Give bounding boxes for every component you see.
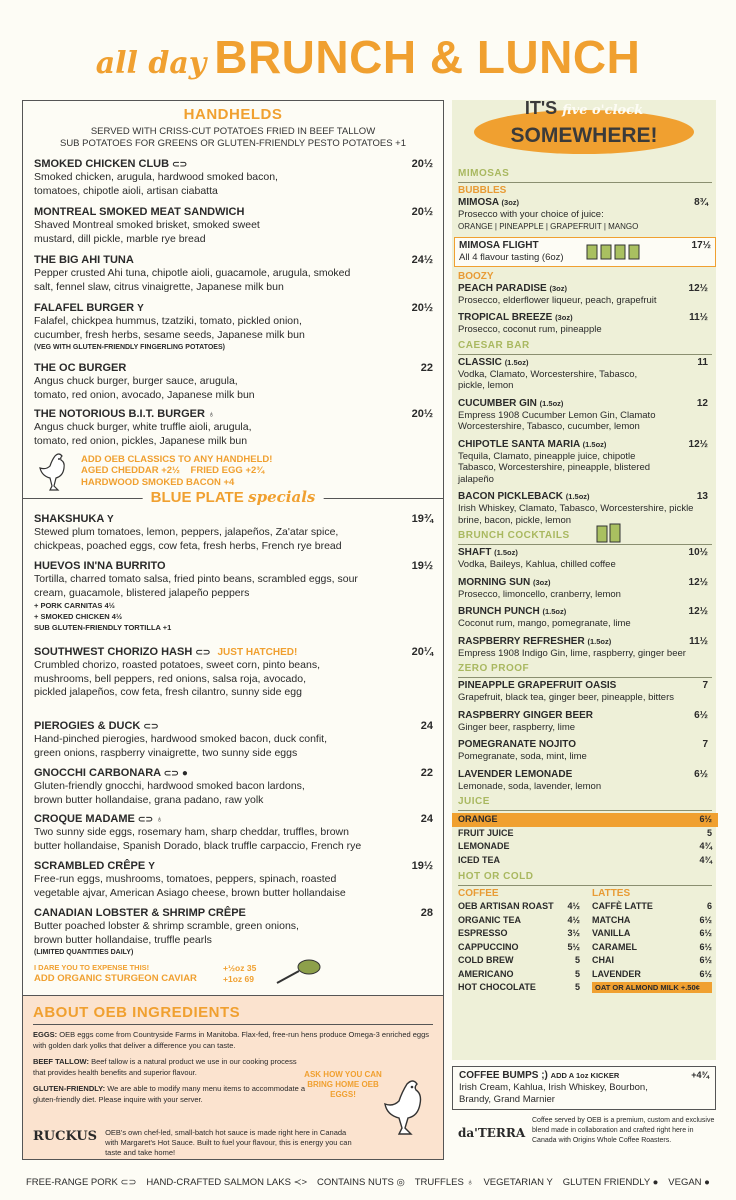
menu-item-southwest-chorizo-hash — [23, 646, 443, 720]
about-title: ABOUT OEB INGREDIENTS — [33, 1004, 433, 1025]
legend — [0, 1170, 736, 1194]
menu-item-montreal-smoked-meat — [23, 206, 443, 254]
juice-fruit: FRUIT JUICE 5 — [458, 827, 712, 838]
pork-icon: ⊂⊃ — [172, 159, 188, 169]
drink-name: MORNING SUN — [458, 576, 531, 588]
drink-price: 12½ — [688, 606, 708, 617]
drink-size: (3oz) — [501, 198, 520, 207]
drink-price: 8¾ — [694, 197, 708, 208]
drink-name: MIMOSA FLIGHT — [459, 239, 539, 251]
item-price: 20½ — [411, 408, 433, 420]
juice-list — [458, 813, 712, 867]
section-mimosas: MIMOSAS — [458, 168, 510, 179]
legend-vegan: VEGAN ● — [668, 1176, 710, 1188]
gluten-label: GLUTEN-FRIENDLY: — [33, 1084, 106, 1093]
coffee-item: CAPPUCCINO 5½ — [458, 941, 580, 952]
item-price: 20½ — [411, 302, 433, 314]
menu-item-huevos-burrito — [23, 560, 443, 646]
coffee-item: OEB ARTISAN ROAST 4½ — [458, 901, 580, 911]
drink-size: (3oz) — [533, 577, 551, 587]
drink-name: RASPBERRY REFRESHER — [458, 635, 585, 647]
item-name: SHAKSHUKA — [34, 513, 104, 525]
item-price: 19¾ — [411, 513, 433, 525]
drink-shaft — [458, 547, 712, 571]
bumps-sub: ADD A 1oz KICKER — [550, 1071, 620, 1080]
drink-pineapple-grapefruit-oasis — [458, 680, 712, 704]
five-oclock-banner — [474, 98, 694, 164]
latte-item: CAFFÈ LATTE 6 — [592, 901, 712, 911]
menu-item-scrambled-crepe — [23, 860, 443, 907]
addon-bacon: HARDWOOD SMOKED BACON +4 — [81, 477, 235, 488]
rooster-icon — [33, 450, 73, 494]
drink-desc: Vodka, Clamato, Worcestershire, Tabasco, pickle, lemon — [458, 368, 638, 391]
item-desc: Free-run eggs, mushrooms, tomatoes, peppers, spinach, roasted vegetable ajvar, American Asiago cheese, brown butter hollandaise — [34, 873, 346, 899]
latte-item: LAVENDER 6½ — [592, 968, 712, 979]
menu-item-smoked-chicken-club — [23, 158, 443, 206]
cocktail-glasses-icon — [594, 522, 624, 544]
daterra-logo: da'TERRA — [458, 1126, 526, 1140]
item-price: 20½ — [411, 206, 433, 218]
latte-item: MATCHA 6½ — [592, 914, 712, 925]
about-ingredients — [22, 995, 444, 1160]
drink-price: 12½ — [688, 282, 708, 294]
drink-name: PINEAPPLE GRAPEFRUIT OASIS — [458, 680, 617, 691]
menu-item-croque-madame — [23, 813, 443, 860]
legend-truffles: TRUFFLES ♁ — [414, 1176, 474, 1188]
vegan-icon: ● — [704, 1176, 710, 1188]
drink-desc: Coconut rum, mango, pomegranate, lime — [458, 618, 631, 629]
sub-bubbles: BUBBLES — [458, 185, 507, 196]
drink-desc: Empress 1908 Cucumber Lemon Gin, Clamato Worcestershire, Tabasco, cucumber, lemon — [458, 409, 656, 432]
coffee-bumps-box — [452, 1066, 716, 1110]
caviar-one-oz: +1oz 69 — [223, 974, 254, 984]
item-desc: Butter poached lobster & shrimp scramble, green onions, brown butter hollandaise, truffle pearls — [34, 920, 299, 946]
gluten-text: We are able to modify many menu items to accommodate a gluten-friendly diet. Please inquire with your server. — [33, 1084, 306, 1104]
drink-desc: Prosecco, limoncello, cranberry, lemon — [458, 588, 621, 600]
drink-desc: Irish Whiskey, Clamato, Tabasco, Worcestershire, pickle brine, bacon, pickle, lemon — [458, 503, 694, 526]
item-name: CANADIAN LOBSTER & SHRIMP CRÊPE — [34, 907, 246, 919]
drink-price: 11½ — [689, 635, 708, 647]
item-name: THE BIG AHI TUNA — [34, 254, 134, 266]
drink-morning-sun — [458, 577, 712, 601]
drink-desc: Grapefruit, black tea, ginger beer, pineapple, bitters — [458, 692, 674, 703]
drink-size: (1.5oz) — [587, 636, 612, 646]
addon-fried-egg: FRIED EGG +2¾ — [190, 465, 265, 476]
milk-upcharge: OAT OR ALMOND MILK +.50¢ — [592, 982, 712, 993]
daterra-text: Coffee served by OEB is a premium, custom and exclusive blend made in collaboration and crafted right here in Canada with Origins Whole Coffee Roasters. — [532, 1117, 715, 1144]
drink-price: 17½ — [691, 239, 711, 251]
drink-name: MIMOSA — [458, 197, 499, 208]
drink-desc: Prosecco, coconut rum, pineapple — [458, 324, 602, 335]
drink-price: 7 — [702, 680, 708, 691]
item-price: 28 — [420, 907, 433, 919]
drink-desc: Prosecco with your choice of juice: — [458, 209, 604, 220]
item-desc: Angus chuck burger, burger sauce, arugula, tomato, red onion, avocado, Japanese milk bun — [34, 375, 255, 401]
section-hot-or-cold: HOT OR COLD — [458, 871, 534, 882]
drink-size: (1.5oz) — [565, 492, 590, 501]
latte-item: CHAI 6½ — [592, 955, 712, 965]
coffee-item: COLD BREW 5 — [458, 955, 580, 965]
item-desc: Crumbled chorizo, roasted potatoes, sweet corn, pinto beans, mushrooms, bell peppers, red onions, salsa roja, avocado, pickled jalapeños, cow feta, fresh cilantro, sunny side egg — [34, 659, 320, 698]
drink-bacon-pickleback — [458, 491, 712, 526]
section-caesar-bar: CAESAR BAR — [458, 339, 530, 351]
vegetarian-icon: Y — [137, 303, 144, 314]
item-desc: Angus chuck burger, white truffle aioli, arugula, tomato, red onion, pickles, Japanese milk bun — [34, 421, 252, 447]
legend-nuts: CONTAINS NUTS ◎ — [317, 1176, 405, 1188]
drink-desc: Vodka, Baileys, Kahlua, chilled coffee — [458, 559, 616, 570]
drink-price: 6½ — [694, 709, 708, 721]
item-desc: Pepper crusted Ahi tuna, chipotle aioli, guacamole, arugula, smoked salt, fennel slaw, citrus vinaigrette, Japanese milk bun — [34, 267, 351, 293]
latte-item: CARAMEL 6½ — [592, 941, 712, 952]
coffee-list — [458, 900, 580, 995]
item-price: 24½ — [411, 254, 433, 266]
caviar-add: ADD ORGANIC STURGEON CAVIAR — [34, 973, 197, 984]
drink-name: CHIPOTLE SANTA MARIA — [458, 438, 580, 450]
drink-mimosa — [458, 197, 712, 232]
fish-icon: ≺> — [293, 1176, 308, 1188]
coffee-item: AMERICANO 5 — [458, 968, 580, 979]
drink-desc: All 4 flavour tasting (6oz) — [459, 251, 564, 263]
item-price: 22 — [420, 767, 433, 779]
item-name: SMOKED CHICKEN CLUB — [34, 158, 170, 170]
menu-item-oc-burger — [23, 362, 443, 408]
ask-eggs: ASK HOW YOU CAN BRING HOME OEB EGGS! — [304, 1070, 382, 1099]
drink-price: 6½ — [694, 768, 708, 780]
daterra — [456, 1116, 716, 1164]
drink-desc: Lemonade, soda, lavender, lemon — [458, 780, 602, 792]
vegetarian-icon: Y — [148, 861, 155, 872]
hero-title — [0, 30, 736, 90]
gluten-friendly-icon: ● — [652, 1176, 659, 1188]
drink-price: 12½ — [688, 438, 708, 450]
vegetarian-icon: Y — [546, 1176, 553, 1188]
drink-peach-paradise — [458, 283, 712, 307]
item-name: HUEVOS IN'NA BURRITO — [34, 560, 166, 572]
drink-price: 11½ — [689, 312, 708, 323]
ruckus-text: OEB's own chef-led, small-batch hot sauce is made right here in Canada with Margaret's Hot Sauce. Built to fuel your flavour, this is energy you can taste and take home! — [105, 1128, 352, 1157]
drink-name: RASPBERRY GINGER BEER — [458, 709, 594, 721]
handhelds-title: HANDHELDS — [183, 106, 283, 123]
drink-price: 13 — [696, 491, 708, 502]
juice-lemonade: LEMONADE 4¾ — [458, 841, 712, 851]
drink-lavender-lemonade — [458, 769, 712, 793]
drink-desc: Tequila, Clamato, pineapple juice, chipotle Tabasco, Worcestershire, pineapple, blistered jalapeño — [458, 450, 651, 485]
item-desc: Two sunny side eggs, rosemary ham, sharp cheddar, truffles, brown butter hollandaise, Spanish Dorado, black truffle carpaccio, French rye — [34, 826, 362, 852]
sub-lattes: LATTES — [592, 888, 631, 899]
handhelds-subtitle-2: SUB POTATOES FOR GREENS OR GLUTEN-FRIENDLY PESTO POTATOES +1 — [59, 138, 407, 149]
rooster-icon — [375, 1076, 435, 1146]
item-desc: Shaved Montreal smoked brisket, smoked sweet mustard, dill pickle, marble rye bread — [34, 219, 260, 245]
item-name: MONTREAL SMOKED MEAT SANDWICH — [34, 206, 245, 218]
juice-orange: ORANGE 6½ — [452, 813, 718, 827]
truffle-icon: ♁ — [156, 814, 163, 824]
sub-boozy: BOOZY — [458, 270, 494, 282]
addons-title: ADD OEB CLASSICS TO ANY HANDHELD! — [81, 454, 273, 465]
section-juice: JUICE — [458, 796, 490, 807]
legend-gluten: GLUTEN FRIENDLY ● — [562, 1176, 659, 1188]
drink-name: BACON PICKLEBACK — [458, 491, 563, 502]
add-smoked-chicken: + SMOKED CHICKEN 4½ — [34, 612, 123, 621]
drink-name: PEACH PARADISE — [458, 282, 547, 294]
drink-price: 12½ — [688, 576, 708, 588]
drink-brunch-punch — [458, 606, 712, 630]
addon-cheddar: AGED CHEDDAR +2½ — [81, 465, 180, 476]
add-pork-carnitas: + PORK CARNITAS 4½ — [34, 601, 115, 610]
pork-icon: ⊂⊃ — [195, 647, 211, 657]
gluten-tortilla-note: SUB GLUTEN-FRIENDLY TORTILLA +1 — [34, 623, 172, 632]
sub-coffee: COFFEE — [458, 888, 499, 899]
bumps-name: COFFEE BUMPS ;) — [459, 1070, 548, 1081]
five-line2: SOMEWHERE! — [510, 124, 658, 147]
item-name: FALAFEL BURGER — [34, 302, 135, 314]
hero-script: all day — [95, 46, 207, 81]
item-price: 19½ — [411, 860, 433, 872]
item-desc: Stewed plum tomatoes, lemon, peppers, jalapeños, Za'atar spice, chickpeas, poached eggs, cow feta, fresh herbs, French rye bread — [34, 526, 342, 552]
item-name: GNOCCHI CARBONARA — [34, 767, 161, 779]
latte-item: VANILLA 6½ — [592, 928, 712, 938]
drink-price: 11 — [697, 356, 708, 368]
five-line1: IT'S — [524, 98, 558, 118]
drink-name: LAVENDER LEMONADE — [458, 768, 573, 780]
drink-name: POMEGRANATE NOJITO — [458, 739, 576, 750]
pork-icon: ⊂⊃ — [137, 814, 153, 824]
flight-glasses-icon — [585, 242, 645, 262]
drink-name: BRUNCH PUNCH — [458, 606, 540, 617]
item-name: THE NOTORIOUS B.I.T. BURGER — [34, 408, 205, 420]
item-name: SCRAMBLED CRÊPE — [34, 860, 146, 872]
drink-name: CUCUMBER GIN — [458, 397, 537, 409]
item-name: CROQUE MADAME — [34, 813, 135, 825]
juice-options: ORANGE | PINEAPPLE | GRAPEFRUIT | MANGO — [458, 221, 639, 231]
item-note: (VEG WITH GLUTEN-FRIENDLY FINGERLING POTATOES) — [34, 344, 225, 351]
truffle-icon: ♁ — [207, 409, 215, 419]
handhelds-subtitle-1: SERVED WITH CRISS-CUT POTATOES FRIED IN BEEF TALLOW — [90, 126, 376, 137]
item-price: 22 — [420, 362, 433, 374]
eggs-label: EGGS: — [33, 1030, 58, 1039]
coffee-item: ESPRESSO 3½ — [458, 928, 580, 938]
legend-salmon: HAND-CRAFTED SALMON LAKS ≺> — [146, 1176, 308, 1188]
drink-desc: Prosecco, elderflower liqueur, peach, grapefruit — [458, 294, 657, 306]
juice-iced-tea: ICED TEA 4¾ — [458, 854, 712, 865]
pork-icon: ⊂⊃ — [143, 721, 159, 731]
tallow-label: BEEF TALLOW: — [33, 1057, 89, 1066]
menu-item-big-ahi-tuna — [23, 254, 443, 302]
item-price: 19½ — [411, 560, 433, 572]
drink-mimosa-flight — [454, 237, 716, 267]
menu-item-gnocchi-carbonara — [23, 767, 443, 813]
item-name: THE OC BURGER — [34, 362, 127, 374]
drink-raspberry-refresher — [458, 636, 712, 660]
drink-size: (1.5oz) — [582, 439, 607, 449]
blueplate-script: specials — [248, 488, 316, 506]
drink-size: (3oz) — [549, 283, 567, 293]
item-note: (LIMITED QUANTITIES DAILY) — [34, 949, 134, 956]
drink-name: SHAFT — [458, 547, 492, 558]
drink-size: (1.5oz) — [542, 607, 567, 616]
caviar-dare: I DARE YOU TO EXPENSE THIS! — [34, 963, 150, 972]
menu-item-shakshuka — [23, 513, 443, 560]
gluten-friendly-icon: ● — [181, 768, 188, 779]
menu-item-pierogies-duck — [23, 720, 443, 767]
bumps-price: +4¾ — [691, 1070, 709, 1080]
caviar-half-oz: +½oz 35 — [223, 963, 257, 973]
item-desc: Falafel, chickpea hummus, tzatziki, tomato, pickled onion, cucumber, fresh herbs, sesame seeds, Japanese milk bun — [34, 315, 305, 341]
bumps-desc: Irish Cream, Kahlua, Irish Whiskey, Bourbon, Brandy, Grand Marnier — [459, 1082, 648, 1105]
blueplate-title: BLUE PLATE — [150, 489, 244, 506]
drink-size: (1.5oz) — [539, 398, 564, 408]
drink-size: (1.5oz) — [504, 357, 529, 367]
drink-tropical-breeze — [458, 312, 712, 336]
coffee-item: ORGANIC TEA 4½ — [458, 914, 580, 925]
drink-price: 12 — [696, 397, 708, 409]
item-price: 24 — [420, 720, 433, 732]
legend-pork: FREE-RANGE PORK ⊂⊃ — [26, 1176, 137, 1188]
drink-desc: Empress 1908 Indigo Gin, lime, raspberry, ginger beer — [458, 647, 686, 659]
menu-item-lobster-shrimp-crepe — [23, 907, 443, 963]
eggs-text: OEB eggs come from Countryside Farms in Manitoba. Flax-fed, free-run hens produce Omega-3 enriched eggs with golden dark yolks that deliver a difference you can taste. — [33, 1030, 430, 1050]
coffee-item: HOT CHOCOLATE 5 — [458, 982, 580, 992]
item-desc: Gluten-friendly gnocchi, hardwood smoked bacon lardons, brown butter hollandaise, grana padano, raw yolk — [34, 780, 305, 806]
just-hatched-badge: JUST HATCHED! — [217, 647, 298, 658]
item-price: 24 — [420, 813, 433, 825]
drink-cucumber-gin — [458, 398, 712, 433]
truffle-icon: ♁ — [466, 1176, 474, 1188]
menu-item-notorious-bit-burger — [23, 408, 443, 454]
drink-raspberry-ginger-beer — [458, 710, 712, 734]
drink-classic — [458, 357, 712, 392]
drink-price: 7 — [702, 739, 708, 750]
caviar-addon — [23, 963, 443, 997]
latte-list — [592, 900, 712, 981]
drink-pomegranate-nojito — [458, 739, 712, 763]
item-name: PIEROGIES & DUCK — [34, 720, 141, 732]
drink-desc: Pomegranate, soda, mint, lime — [458, 751, 587, 762]
five-script: five o'clock — [562, 103, 644, 118]
drink-price: 10½ — [688, 547, 708, 558]
item-desc: Tortilla, charred tomato salsa, fried pinto beans, scrambled eggs, sour cream, guacamole, blistered jalapeño peppers — [34, 573, 358, 599]
drink-name: TROPICAL BREEZE — [458, 312, 553, 323]
pork-icon: ⊂⊃ — [120, 1176, 137, 1188]
left-menu-box — [22, 100, 444, 998]
section-brunch-cocktails: BRUNCH COCKTAILS — [458, 530, 570, 541]
drinks-panel — [452, 100, 716, 1060]
drink-desc: Ginger beer, raspberry, lime — [458, 721, 576, 733]
drink-size: (3oz) — [555, 313, 573, 322]
item-price: 20¼ — [411, 646, 433, 658]
item-price: 20½ — [411, 158, 433, 170]
hero-heading: BRUNCH & LUNCH — [214, 31, 641, 83]
section-zero-proof: ZERO PROOF — [458, 663, 530, 674]
item-desc: Hand-pinched pierogies, hardwood smoked bacon, duck confit, green onions, raspberry vinaigrette, two sunny side eggs — [34, 733, 328, 759]
section-divider — [23, 488, 443, 506]
legend-vegetarian: VEGETARIAN Y — [483, 1176, 553, 1188]
menu-item-falafel-burger — [23, 302, 443, 362]
nut-icon: ◎ — [396, 1176, 405, 1188]
ruckus-logo: RUCKUS — [33, 1129, 98, 1144]
item-desc: Smoked chicken, arugula, hardwood smoked bacon, tomatoes, chipotle aioli, artisan ciabatta — [34, 171, 278, 197]
tallow-text: Beef tallow is a natural product we use in our cooking process that provides health benefits and superior flavour. — [33, 1057, 297, 1077]
drink-chipotle-santa-maria — [458, 439, 712, 486]
vegetarian-icon: Y — [106, 514, 114, 525]
item-name: SOUTHWEST CHORIZO HASH — [34, 646, 193, 658]
drink-size: (1.5oz) — [494, 548, 518, 557]
pork-icon: ⊂⊃ — [163, 768, 179, 778]
drink-name: CLASSIC — [458, 356, 502, 368]
caviar-spoon-icon — [273, 957, 323, 987]
